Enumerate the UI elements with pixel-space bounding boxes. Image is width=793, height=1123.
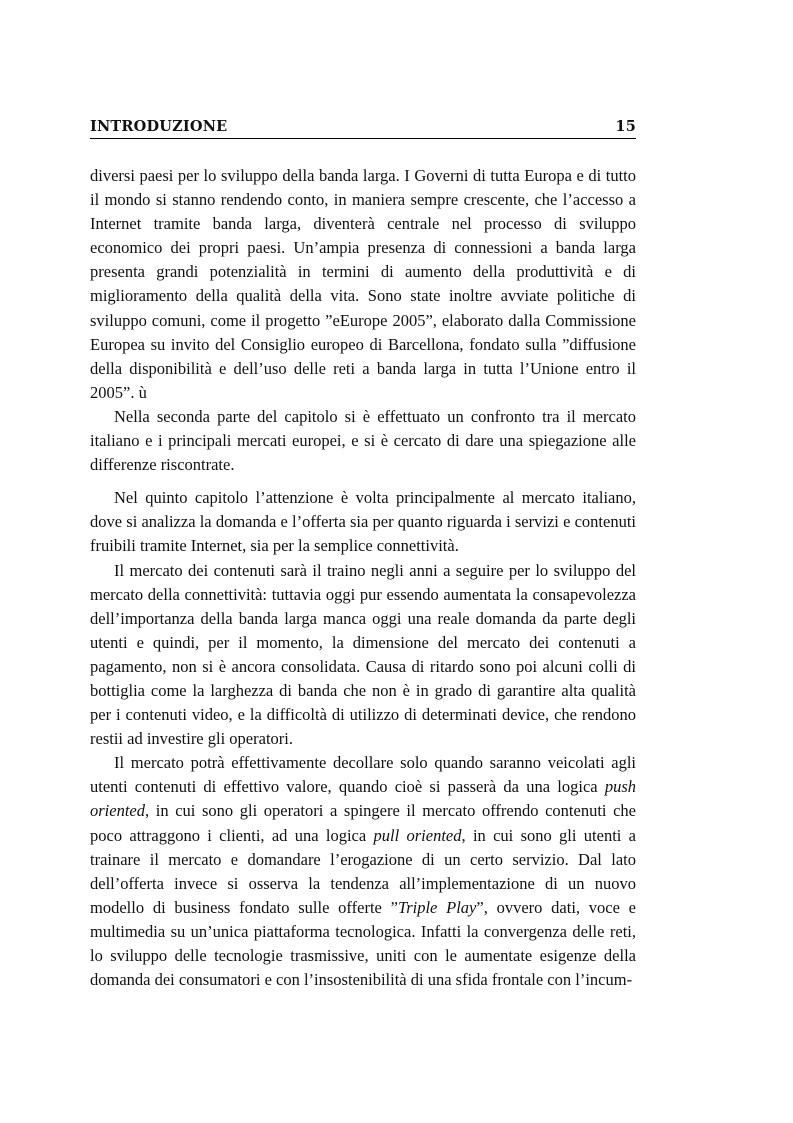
paragraph-2: Nella seconda parte del capitolo si è effettuato un confronto tra il mercato italiano e i principali mercati europei, e si è cercato di dare una spiegazione alle differenze riscontrate. [90, 406, 636, 475]
paragraph-5-text-3: , in cui sono gli utenti a trainare il mercato e domandare l’erogazione di un certo servizio. Dal lato dell’offerta invece si osserva la tendenza all’implementazione di un nuovo modello di business fondato sulle offerte ” [90, 825, 637, 917]
term-push-oriented: push oriented [90, 777, 636, 821]
paragraph-4: Il mercato dei contenuti sarà il traino negli anni a seguire per lo sviluppo del mercato della connettività: tuttavia oggi pur essendo aumentata la consapevolezza dell’importanza della banda larga manca oggi una reale domanda da parte degli utenti e quindi, per il momento, la dimensione del mercato dei contenuti a pagamento, non si è ancora consolidata. Causa di ritardo sono poi alcuni colli di bottiglia come la larghezza di banda che non è in grado di garantire alta qualità per i contenuti video, e la difficoltà di utilizzo di determinati device, che rendono restii ad investire gli operatori. [90, 560, 636, 749]
page-number: 15 [615, 118, 636, 135]
document-page [90, 118, 636, 992]
paragraph-5-text-2: , in cui sono gli operatori a spingere il mercato offrendo contenuti che poco attraggono i clienti, ad una logica [90, 801, 636, 845]
paragraph-5-text-1: Il mercato potrà effettivamente decollare solo quando saranno veicolati agli utenti contenuti di effettivo valore, quando cioè si passerà da una logica [90, 753, 636, 797]
paragraph-3: Nel quinto capitolo l’attenzione è volta principalmente al mercato italiano, dove si analizza la domanda e l’offerta sia per quanto riguarda i servizi e contenuti fruibili tramite Internet, sia per la semplice connettività. [90, 488, 636, 556]
running-header [90, 118, 636, 139]
paragraph-5-text-4: ”, ovvero dati, voce e multimedia su un’unica piattaforma tecnologica. Infatti la convergenza delle reti, lo sviluppo delle tecnologie trasmissive, uniti con le aumentate esigenze della domanda dei consumatori e con l’insostenibilità di una sfida frontale con l’incum- [90, 897, 637, 990]
section-title: INTRODUZIONE [90, 118, 228, 135]
paragraph-5 [90, 751, 636, 992]
paragraph-1: diversi paesi per lo sviluppo della banda larga. I Governi di tutta Europa e di tutto il mondo si stanno rendendo conto, in maniera sempre crescente, che l’accesso a Internet tramite banda larga, diventerà centrale nel processo di sviluppo economico dei propri paesi. Un’ampia presenza di connessioni a banda larga presenta grandi potenzialità in termini di aumento della produttività e di miglioramento della qualità della vita. Sono state inoltre avviate politiche di sviluppo comuni, come il progetto ”eEurope 2005”, elaborato dalla Commissione Europea su invito del Consiglio europeo di Barcellona, fondato sulla ”diffusione della disponibilità e dell’uso delle reti a banda larga in tutta l’Unione entro il 2005”. ù [90, 166, 636, 402]
term-triple-play: Triple Play [397, 897, 477, 917]
term-pull-oriented: pull oriented [373, 825, 462, 845]
body-text [90, 164, 636, 992]
